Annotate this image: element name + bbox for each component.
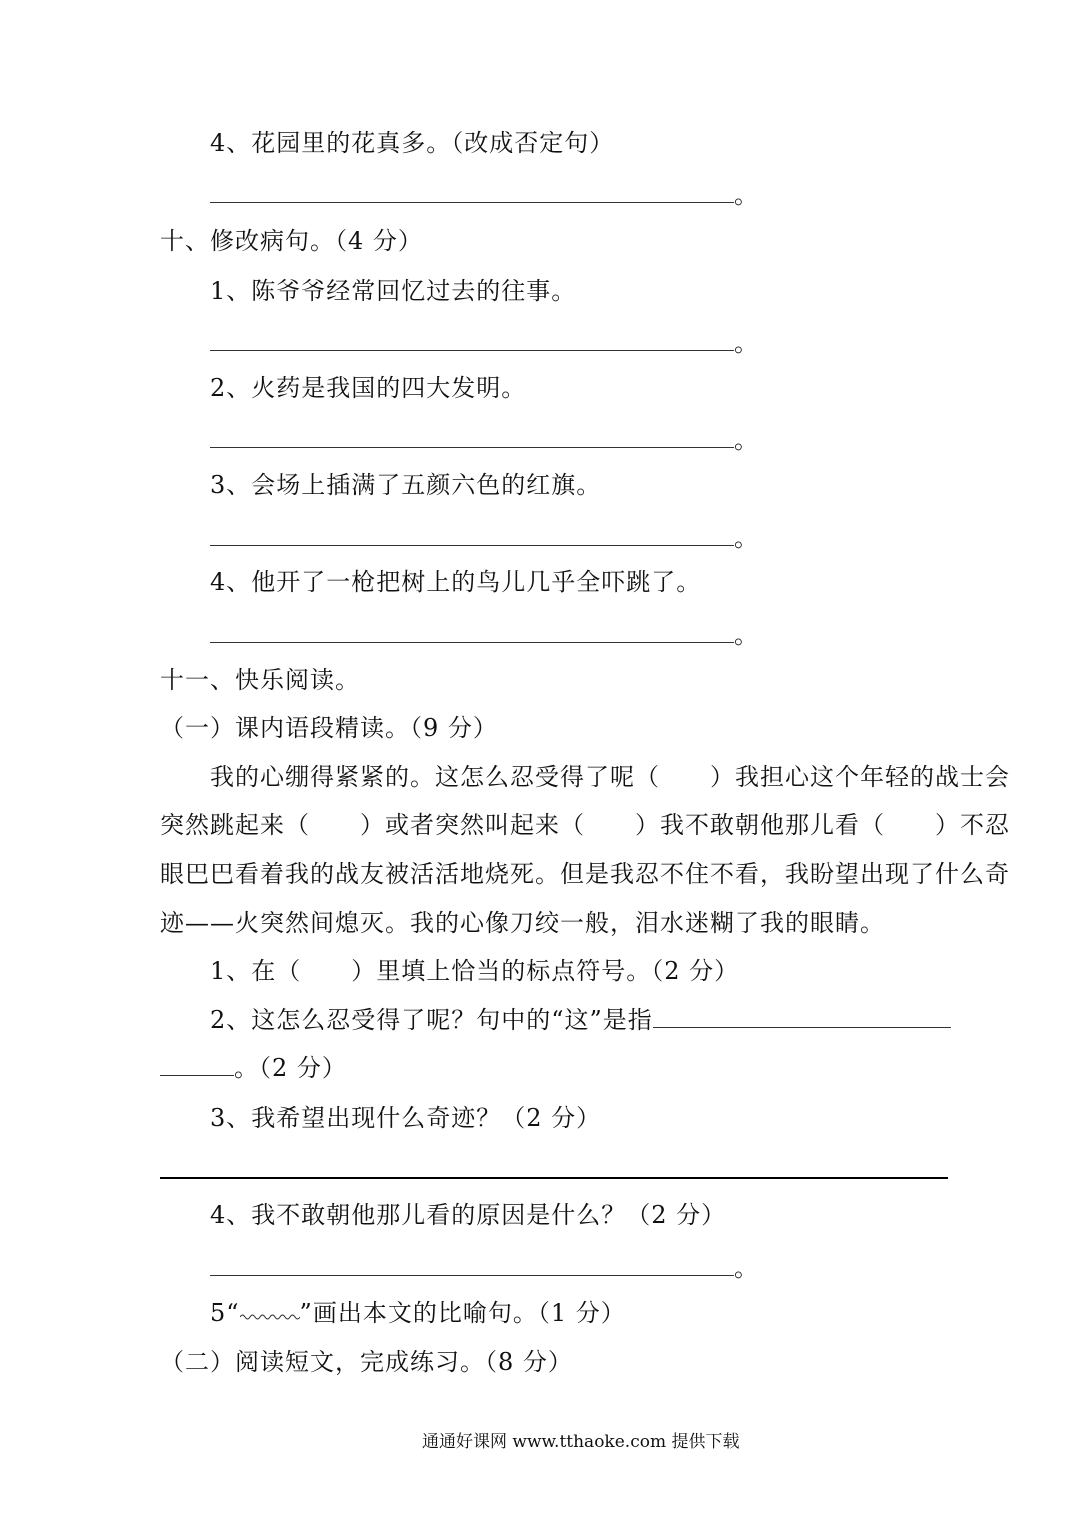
question-1: 1、在（ ）里填上恰当的标点符号。（2 分） <box>210 957 740 985</box>
answer-line-sec10-1[interactable] <box>210 328 759 358</box>
passage-line-3: 眼巴巴看着我的战友被活活地烧死。但是我忍不住不看，我盼望出现了什么奇 <box>160 860 1010 888</box>
part-2-title: （二）阅读短文，完成练习。（8 分） <box>160 1348 573 1376</box>
wavy-underline-icon <box>240 1307 300 1321</box>
question-2-text: 2、这怎么忍受得了呢？句中的“这”是指 <box>210 1006 653 1034</box>
period: 。 <box>734 426 759 454</box>
answer-line-q9-4[interactable] <box>210 180 759 210</box>
sec10-item-2: 2、火药是我国的四大发明。 <box>210 374 527 402</box>
passage-line-4: 迹——火突然间熄灭。我的心像刀绞一般，泪水迷糊了我的眼睛。 <box>160 909 885 937</box>
answer-line-q3[interactable] <box>160 1177 948 1179</box>
question-5 <box>210 1298 626 1328</box>
sec10-item-1: 1、陈爷爷经常回忆过去的往事。 <box>210 277 577 305</box>
passage-line-2: 突然跳起来（ ）或者突然叫起来（ ）我不敢朝他那儿看（ ）不忍 <box>160 811 1010 839</box>
section-11-title: 十一、快乐阅读。 <box>160 666 360 694</box>
period: 。 <box>734 181 759 209</box>
sec10-item-3: 3、会场上插满了五颜六色的红旗。 <box>210 471 602 499</box>
question-5-open-quote: 5“ <box>210 1299 240 1327</box>
answer-line-sec10-2[interactable] <box>210 425 759 455</box>
question-2-continued <box>160 1053 347 1083</box>
period: 。 <box>734 1254 759 1282</box>
q9-item-4: 4、花园里的花真多。（改成否定句） <box>210 129 615 157</box>
answer-blank-q2-cont[interactable] <box>160 1053 234 1076</box>
period: 。 <box>734 329 759 357</box>
period: 。 <box>734 621 759 649</box>
answer-line-sec10-4[interactable] <box>210 620 759 650</box>
question-3: 3、我希望出现什么奇迹？（2 分） <box>210 1104 602 1132</box>
answer-line-q4[interactable] <box>210 1253 759 1283</box>
period: 。 <box>734 524 759 552</box>
answer-blank-q2[interactable] <box>653 1005 951 1028</box>
passage-line-1: 我的心绷得紧紧的。这怎么忍受得了呢（ ）我担心这个年轻的战士会 <box>210 763 1010 791</box>
footer-text: 通通好课网 www.tthaoke.com 提供下载 <box>422 1432 740 1452</box>
question-5-text: ”画出本文的比喻句。（1 分） <box>299 1299 626 1327</box>
question-4: 4、我不敢朝他那儿看的原因是什么？（2 分） <box>210 1201 727 1229</box>
part-1-title: （一）课内语段精读。（9 分） <box>160 714 498 742</box>
sec10-item-4: 4、他开了一枪把树上的鸟儿几乎全吓跳了。 <box>210 568 702 596</box>
answer-line-sec10-3[interactable] <box>210 523 759 553</box>
section-10-title: 十、修改病句。（4 分） <box>160 227 423 255</box>
question-2-score: 。（2 分） <box>234 1054 347 1082</box>
question-2 <box>210 1005 951 1035</box>
